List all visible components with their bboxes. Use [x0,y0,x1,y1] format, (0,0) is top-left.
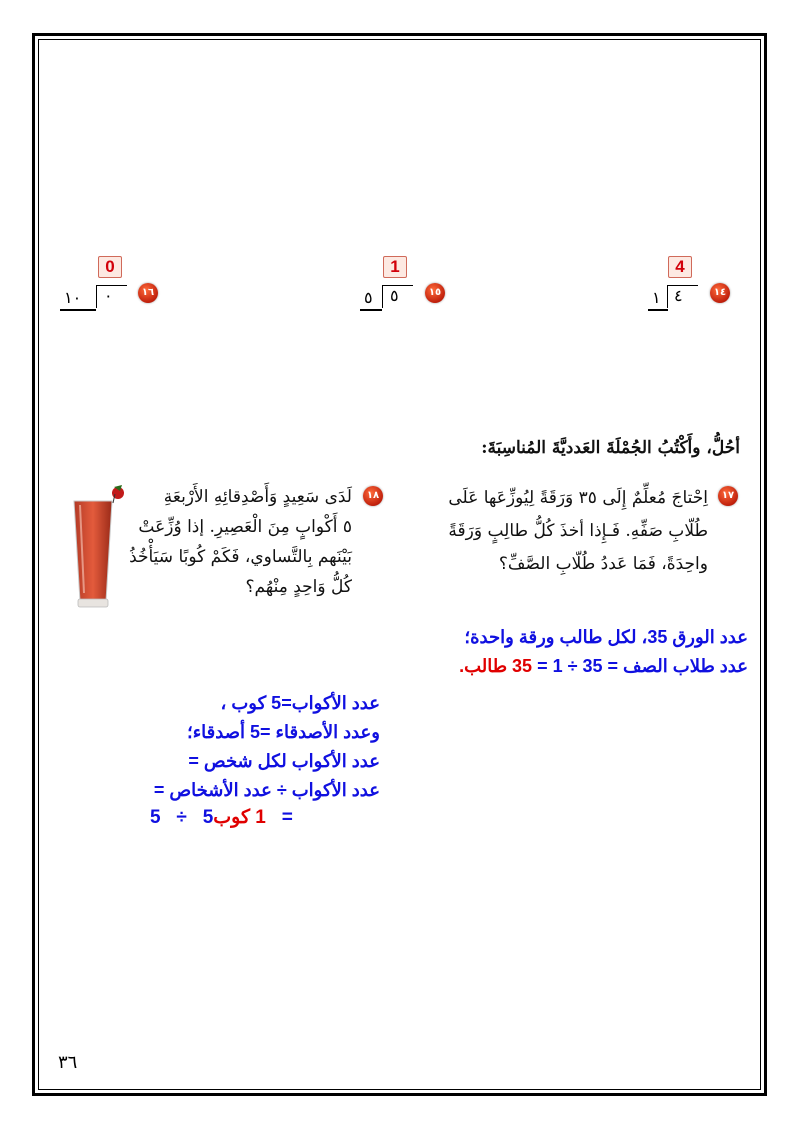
question-18-answer-calculation [150,806,298,829]
problem-16-divisor: ١٠ [64,288,82,307]
question-18-answer [154,689,380,805]
question-17-badge: ١٧ [718,486,738,506]
question-18-line-4: كُلُّ وَاحِدٍ مِنْهُم؟ [245,577,352,597]
problem-14-answer: 4 [668,256,692,278]
problem-14-divisor: ١ [652,288,661,307]
question-18-text [112,482,352,602]
question-17-answer-line-1: عدد الورق 35، لكل طالب ورقة واحدة؛ [464,627,748,647]
problem-16-answer: 0 [98,256,122,278]
problem-15-dividend: ٥ [390,286,399,305]
problem-16-badge: ١٦ [138,283,158,303]
problem-16-dividend: ٠ [104,286,113,305]
problem-14-underline [648,309,668,311]
question-18-line-2: ٥ أَكْوابٍ مِنَ الْعَصِيرِ. إذا وُزِّعَتْ [138,517,352,537]
problem-15-answer: 1 [383,256,407,278]
question-18-answer-result: 1 كوب [213,807,266,828]
problem-15-underline [360,309,382,311]
question-18-badge: ١٨ [363,486,383,506]
question-17-line-1: اِحْتاجَ مُعلِّمٌ إِلَى ٣٥ وَرَقَةً لِيُوزِّعَها عَلَى [448,488,708,508]
question-17-answer-line-2 [459,656,748,677]
question-17-answer-equation: عدد طلاب الصف = 35 ÷ 1 = [532,656,748,676]
question-18-answer-line-1: عدد الأكواب=5 كوب ، [220,693,380,713]
question-18-answer-line-2: وعدد الأصدقاء =5 أصدقاء؛ [187,722,380,742]
question-18-answer-line-3: عدد الأكواب لكل شخص = [188,751,380,771]
question-17-line-3: واحِدَةً، فَمَا عَددُ طُلّابِ الصَّفِّ؟ [498,554,708,574]
problem-14-badge: ١٤ [710,283,730,303]
problem-15-badge: ١٥ [425,283,445,303]
question-17-text [408,482,708,581]
problem-15-divisor: ٥ [364,288,373,307]
problem-14-dividend: ٤ [674,286,683,305]
question-17-line-2: طُلّابِ صَفِّهِ. فَـإِذا أخذَ كُلُّ طالِبٍ وَرَقَةً [448,521,708,541]
question-18-answer-line-4: عدد الأكواب ÷ عدد الأشخاص = [153,780,380,800]
question-18-line-3: بَيْنَهم بِالتَّساوي، فَكَمْ كُوبًا سَيَأْخُذُ [129,547,352,567]
question-18-answer-equation: 5 ÷ 5 = [150,807,299,828]
problem-16-underline [60,309,96,311]
question-18-line-1: لَدَى سَعِيدٍ وَأَصْدِقائِهِ الأَرْبعَةِ [163,487,352,507]
juice-glass-image [68,483,128,613]
instruction-heading: أحُلُّ، وأَكْتُبُ الجُمْلَةَ العَدديَّةَ المُناسِبَةَ: [481,438,740,458]
page-number: ٣٦ [58,1052,78,1073]
question-17-answer-result: 35 طالب. [459,656,533,676]
